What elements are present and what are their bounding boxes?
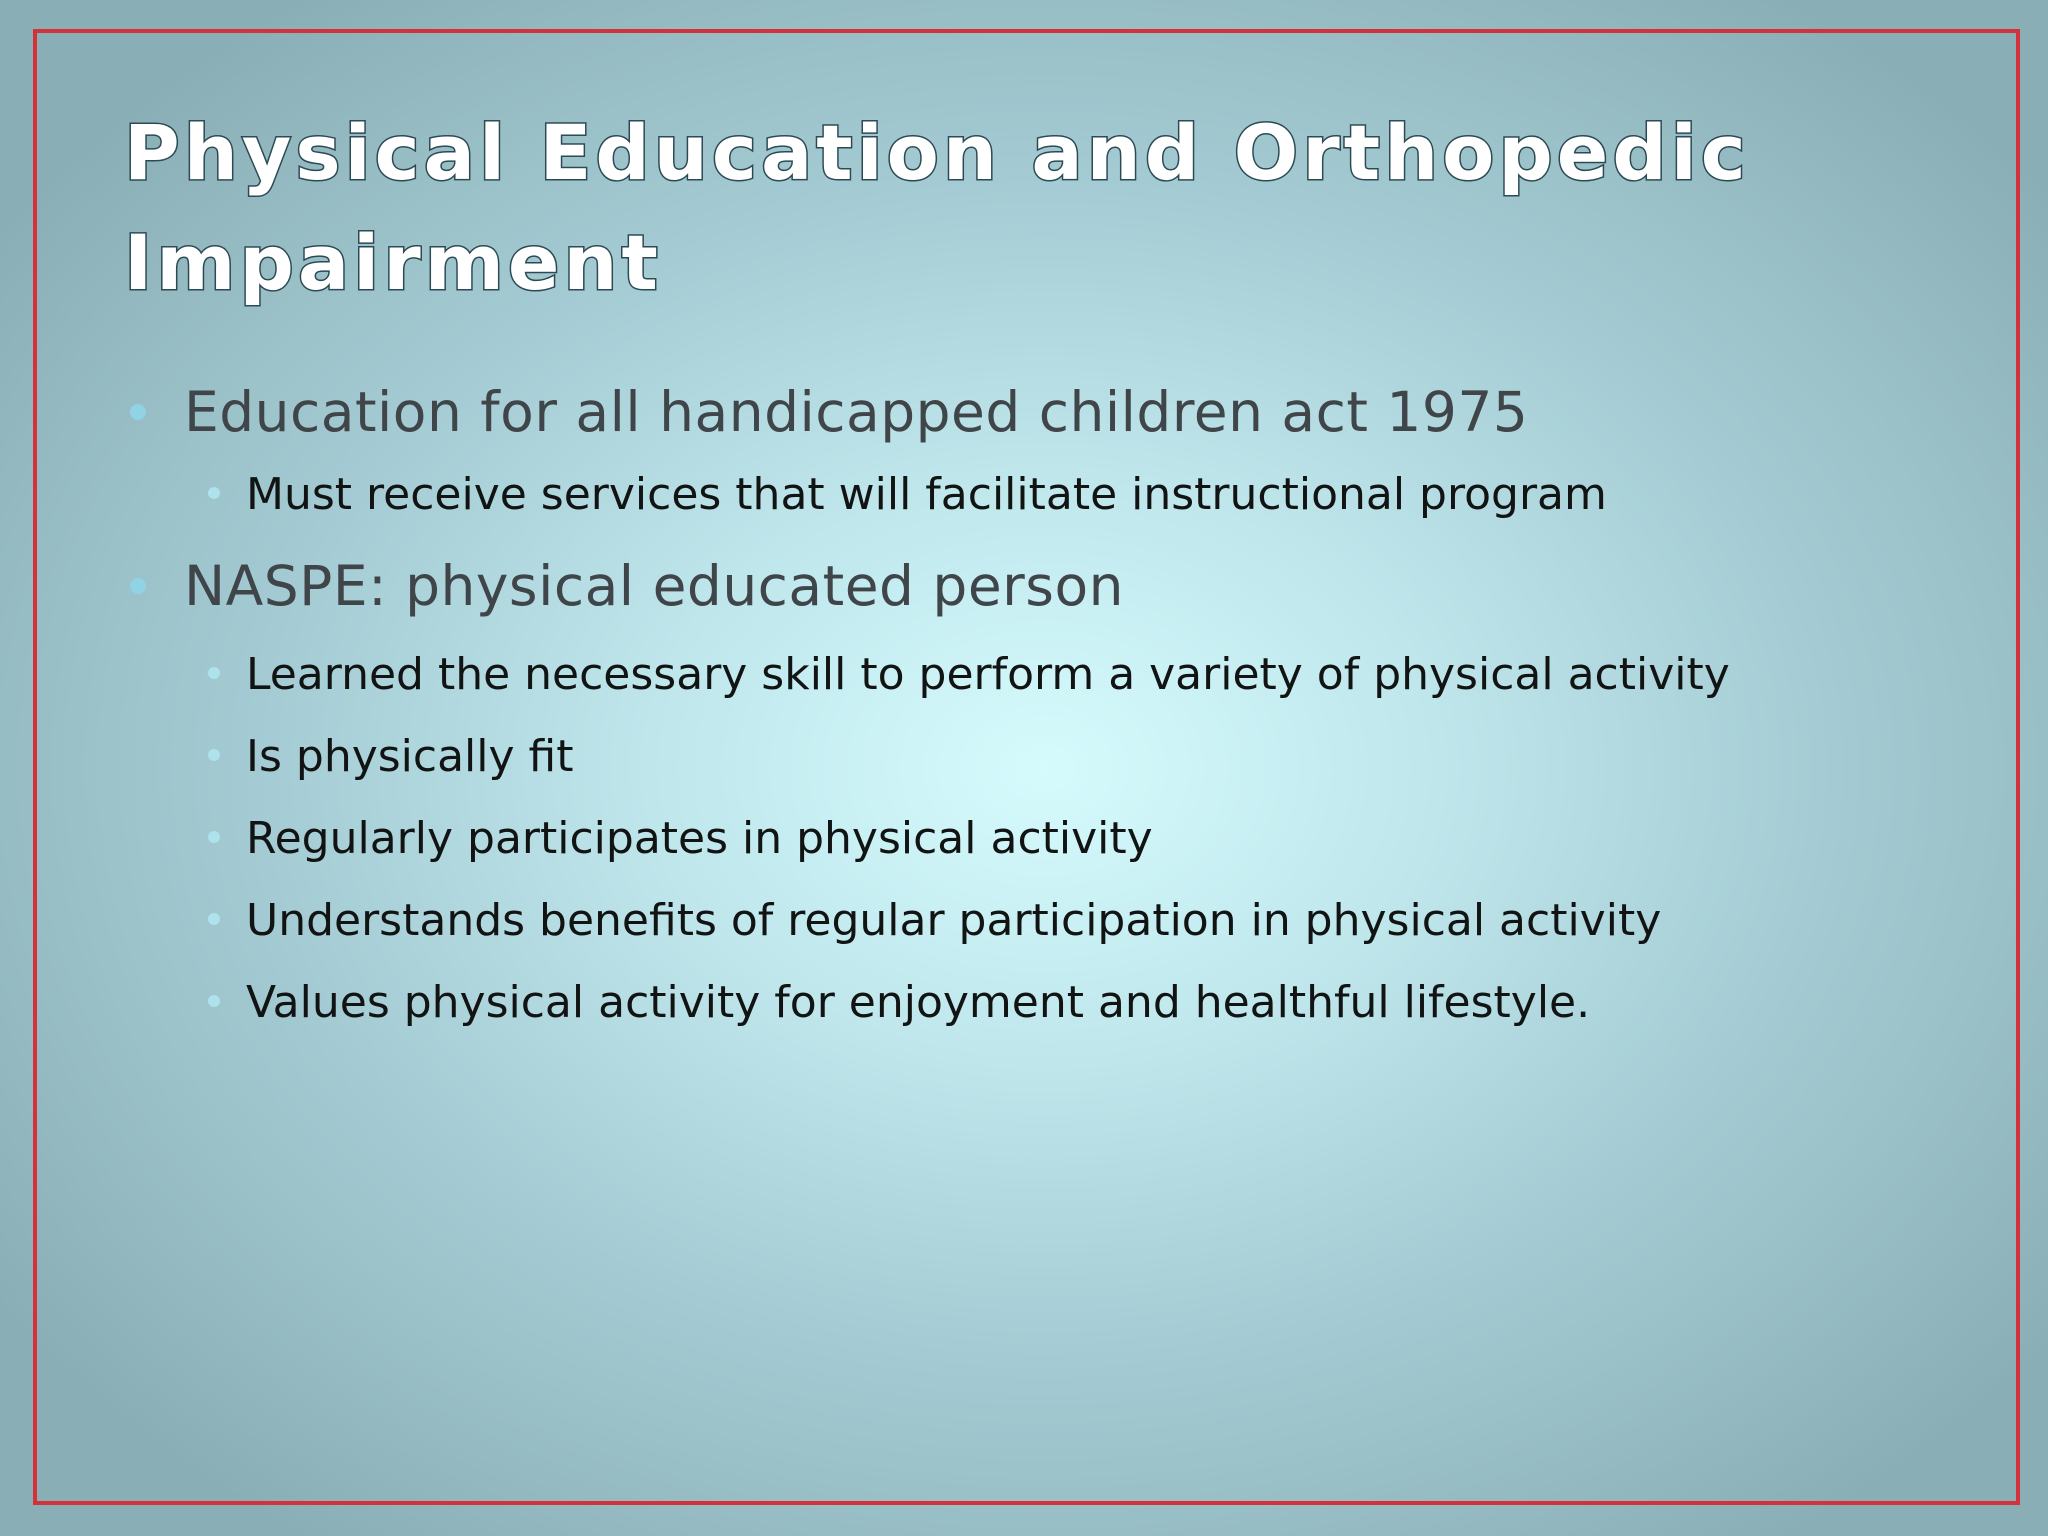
sub-bullet-text: Must receive services that will facilitate instructional program bbox=[246, 469, 1607, 520]
bullet-dot-icon bbox=[208, 831, 220, 843]
sub-bullet-item bbox=[246, 798, 2048, 880]
sub-bullet-item bbox=[246, 880, 2048, 962]
sub-bullet-item bbox=[246, 634, 2048, 716]
bullet-dot-icon bbox=[208, 667, 220, 679]
bullet-text: Education for all handicapped children act 1975 bbox=[184, 380, 1529, 444]
sub-bullet-item bbox=[246, 454, 2048, 536]
sub-bullet-text: Understands benefits of regular participation in physical activity bbox=[246, 895, 1662, 946]
sub-bullet-item bbox=[246, 716, 2048, 798]
bullet-dot-icon bbox=[208, 995, 220, 1007]
bullet-dot-icon bbox=[130, 404, 146, 420]
bullet-item bbox=[184, 544, 2048, 628]
sub-bullet-text: Values physical activity for enjoyment and healthful lifestyle. bbox=[246, 977, 1591, 1028]
sub-bullet-text: Learned the necessary skill to perform a variety of physical activity bbox=[246, 649, 1730, 700]
sub-bullet-text: Regularly participates in physical activity bbox=[246, 813, 1153, 864]
bullet-dot-icon bbox=[208, 487, 220, 499]
bullet-item bbox=[184, 370, 2048, 454]
bullet-list bbox=[0, 370, 2048, 1044]
bullet-dot-icon bbox=[208, 913, 220, 925]
bullet-text: NASPE: physical educated person bbox=[184, 554, 1124, 618]
bullet-dot-icon bbox=[130, 578, 146, 594]
bullet-dot-icon bbox=[208, 749, 220, 761]
slide-title-line-2: Impairment bbox=[124, 218, 662, 307]
sub-bullet-text: Is physically fit bbox=[246, 731, 574, 782]
slide-title-line-1: Physical Education and Orthopedic bbox=[124, 108, 1750, 197]
sub-bullet-item bbox=[246, 962, 2048, 1044]
slide-title bbox=[124, 98, 1824, 318]
